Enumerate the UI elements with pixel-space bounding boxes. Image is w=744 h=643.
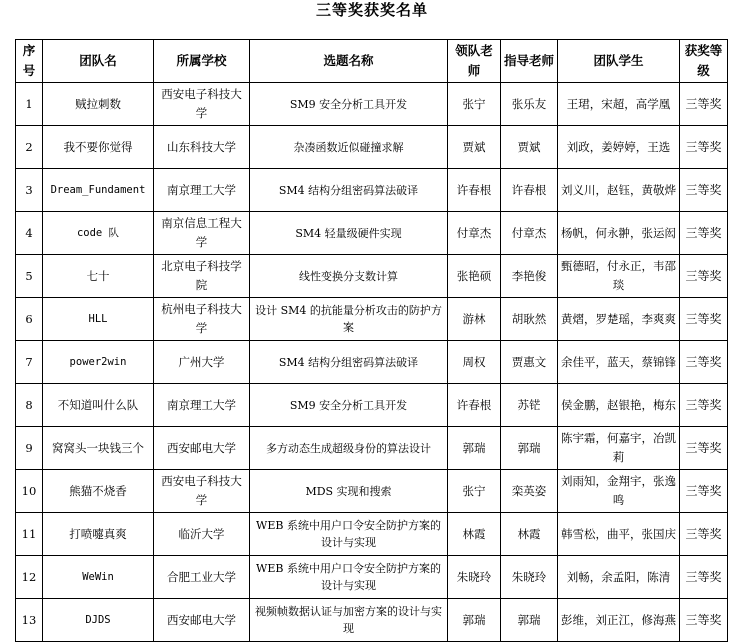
cell-advisor: 贾惠文: [501, 341, 558, 384]
table-row: [16, 556, 728, 599]
cell-leader: 林霞: [448, 513, 501, 556]
cell-advisor: 付章杰: [501, 212, 558, 255]
cell-topic: SM4 结构分组密码算法破译: [250, 341, 448, 384]
cell-school: 杭州电子科技大学: [154, 298, 250, 341]
header-advisor: 指导老师: [501, 40, 558, 83]
cell-topic: SM9 安全分析工具开发: [250, 384, 448, 427]
cell-team: 窝窝头一块钱三个: [43, 427, 154, 470]
cell-seq: 11: [16, 513, 43, 556]
cell-team: WeWin: [43, 556, 154, 599]
cell-leader: 郭瑞: [448, 599, 501, 642]
cell-students: 韩雪松，曲平，张国庆: [558, 513, 680, 556]
header-students: 团队学生: [558, 40, 680, 83]
cell-advisor: 郭瑞: [501, 427, 558, 470]
cell-level: 三等奖: [680, 341, 728, 384]
cell-level: 三等奖: [680, 298, 728, 341]
cell-school: 山东科技大学: [154, 126, 250, 169]
table-row: [16, 255, 728, 298]
header-school: 所属学校: [154, 40, 250, 83]
table-row: [16, 169, 728, 212]
cell-team: HLL: [43, 298, 154, 341]
cell-level: 三等奖: [680, 556, 728, 599]
table-row: [16, 599, 728, 642]
cell-advisor: 李艳俊: [501, 255, 558, 298]
cell-school: 南京理工大学: [154, 169, 250, 212]
cell-advisor: 张乐友: [501, 83, 558, 126]
cell-students: 刘雨知，金翔宇，张逸鸣: [558, 470, 680, 513]
cell-school: 北京电子科技学院: [154, 255, 250, 298]
cell-team: 熊猫不烧香: [43, 470, 154, 513]
cell-school: 南京理工大学: [154, 384, 250, 427]
header-team: 团队名: [43, 40, 154, 83]
cell-seq: 13: [16, 599, 43, 642]
cell-school: 西安电子科技大学: [154, 83, 250, 126]
cell-advisor: 郭瑞: [501, 599, 558, 642]
cell-advisor: 苏铓: [501, 384, 558, 427]
cell-students: 刘义川，赵钰，黄敬烨: [558, 169, 680, 212]
cell-topic: 多方动态生成超级身份的算法设计: [250, 427, 448, 470]
cell-students: 侯金鹏，赵银艳，梅东: [558, 384, 680, 427]
cell-students: 杨帆，何永翀，张运闳: [558, 212, 680, 255]
cell-students: 刘畅，余孟阳，陈清: [558, 556, 680, 599]
cell-team: 我不要你觉得: [43, 126, 154, 169]
table-row: [16, 126, 728, 169]
cell-seq: 6: [16, 298, 43, 341]
cell-leader: 游林: [448, 298, 501, 341]
cell-leader: 付章杰: [448, 212, 501, 255]
cell-students: 刘政，姜婷婷，王选: [558, 126, 680, 169]
cell-topic: WEB 系统中用户口令安全防护方案的设计与实现: [250, 556, 448, 599]
cell-school: 西安邮电大学: [154, 599, 250, 642]
table-row: [16, 427, 728, 470]
table-row: [16, 513, 728, 556]
header-leader: 领队老师: [448, 40, 501, 83]
cell-advisor: 朱晓玲: [501, 556, 558, 599]
cell-school: 西安邮电大学: [154, 427, 250, 470]
cell-seq: 7: [16, 341, 43, 384]
cell-level: 三等奖: [680, 126, 728, 169]
cell-level: 三等奖: [680, 212, 728, 255]
document-title: 三等奖获奖名单: [315, 1, 428, 19]
cell-school: 合肥工业大学: [154, 556, 250, 599]
cell-level: 三等奖: [680, 427, 728, 470]
cell-advisor: 胡耿然: [501, 298, 558, 341]
cell-topic: SM9 安全分析工具开发: [250, 83, 448, 126]
cell-students: 余佳平，蓝天，蔡锦锋: [558, 341, 680, 384]
table-row: [16, 83, 728, 126]
cell-leader: 张艳硕: [448, 255, 501, 298]
cell-team: power2win: [43, 341, 154, 384]
cell-seq: 8: [16, 384, 43, 427]
cell-level: 三等奖: [680, 255, 728, 298]
award-rows: [16, 83, 728, 642]
cell-topic: 线性变换分支数计算: [250, 255, 448, 298]
cell-school: 南京信息工程大学: [154, 212, 250, 255]
cell-topic: 设计 SM4 的抗能量分析攻击的防护方案: [250, 298, 448, 341]
cell-leader: 郭瑞: [448, 427, 501, 470]
cell-seq: 10: [16, 470, 43, 513]
cell-seq: 4: [16, 212, 43, 255]
cell-level: 三等奖: [680, 513, 728, 556]
cell-seq: 12: [16, 556, 43, 599]
table-row: [16, 212, 728, 255]
cell-school: 广州大学: [154, 341, 250, 384]
cell-level: 三等奖: [680, 470, 728, 513]
cell-students: 彭维，刘正江，修海燕: [558, 599, 680, 642]
cell-team: code 队: [43, 212, 154, 255]
cell-topic: SM4 结构分组密码算法破译: [250, 169, 448, 212]
cell-level: 三等奖: [680, 599, 728, 642]
cell-advisor: 栾英姿: [501, 470, 558, 513]
header-seq: 序号: [16, 40, 43, 83]
cell-team: Dream_Fundament: [43, 169, 154, 212]
cell-advisor: 贾斌: [501, 126, 558, 169]
cell-leader: 朱晓玲: [448, 556, 501, 599]
cell-team: 打喷嚏真爽: [43, 513, 154, 556]
cell-school: 西安电子科技大学: [154, 470, 250, 513]
cell-leader: 许春根: [448, 384, 501, 427]
cell-students: 王珺，宋超，高学凰: [558, 83, 680, 126]
cell-topic: SM4 轻量级硬件实现: [250, 212, 448, 255]
table-row: [16, 384, 728, 427]
cell-seq: 5: [16, 255, 43, 298]
cell-leader: 许春根: [448, 169, 501, 212]
cell-school: 临沂大学: [154, 513, 250, 556]
cell-leader: 张宁: [448, 470, 501, 513]
cell-seq: 9: [16, 427, 43, 470]
cell-students: 陈宇霜，何嘉宇，冶凯莉: [558, 427, 680, 470]
header-topic: 选题名称: [250, 40, 448, 83]
header-level: 获奖等级: [680, 40, 728, 83]
cell-team: 七十: [43, 255, 154, 298]
cell-seq: 1: [16, 83, 43, 126]
cell-leader: 贾斌: [448, 126, 501, 169]
cell-seq: 3: [16, 169, 43, 212]
cell-topic: WEB 系统中用户口令安全防护方案的设计与实现: [250, 513, 448, 556]
cell-topic: 视频帧数据认证与加密方案的设计与实现: [250, 599, 448, 642]
cell-level: 三等奖: [680, 83, 728, 126]
table-header-row: [16, 40, 728, 83]
cell-team: 不知道叫什么队: [43, 384, 154, 427]
cell-leader: 周权: [448, 341, 501, 384]
cell-topic: MDS 实现和搜索: [250, 470, 448, 513]
cell-advisor: 林霞: [501, 513, 558, 556]
cell-team: DJDS: [43, 599, 154, 642]
cell-level: 三等奖: [680, 384, 728, 427]
cell-students: 黄熠，罗楚瑶，李爽爽: [558, 298, 680, 341]
cell-students: 甄德昭，付永正，韦邵琰: [558, 255, 680, 298]
table-row: [16, 470, 728, 513]
cell-level: 三等奖: [680, 169, 728, 212]
table-row: [16, 298, 728, 341]
cell-seq: 2: [16, 126, 43, 169]
award-table: [15, 39, 728, 642]
cell-team: 贼拉刺数: [43, 83, 154, 126]
table-row: [16, 341, 728, 384]
cell-topic: 杂凑函数近似碰撞求解: [250, 126, 448, 169]
cell-advisor: 许春根: [501, 169, 558, 212]
cell-leader: 张宁: [448, 83, 501, 126]
